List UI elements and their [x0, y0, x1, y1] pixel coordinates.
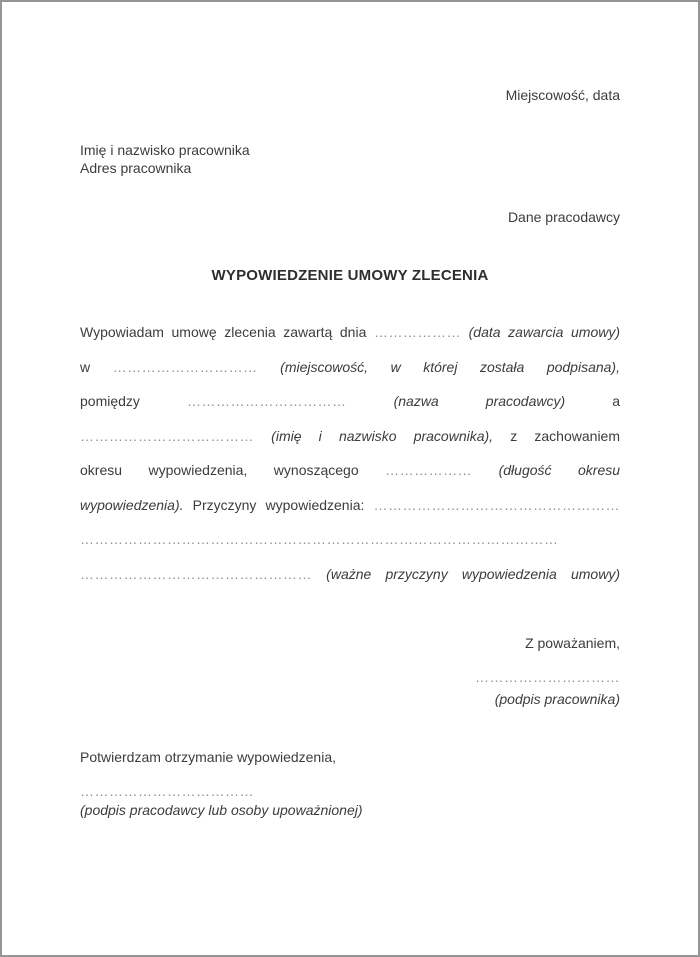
confirmation-statement: Potwierdzam otrzymanie wypowiedzenia,	[80, 749, 336, 765]
form-line-text: z zachowaniem	[510, 427, 620, 444]
fill-in-dots: ………………………………………………………………………………………	[80, 531, 559, 547]
fill-in-dots: ……………………………………………	[373, 496, 620, 513]
document-title: WYPOWIEDZENIE UMOWY ZLECENIA	[211, 267, 489, 284]
form-line	[80, 315, 620, 350]
form-line	[80, 384, 620, 419]
employer-data-label: Dane pracodawcy	[507, 209, 620, 225]
fill-in-dots: ………………………………	[80, 427, 254, 444]
form-line-text: Przyczyny wypowiedzenia:	[192, 496, 365, 513]
employee-address-label: Adres pracownika	[80, 160, 192, 176]
employee-signature-line: …………………………	[475, 669, 620, 685]
form-line-text: a	[612, 393, 620, 409]
form-line-text: (miejscowość, w której została podpisana),	[280, 358, 620, 375]
form-line	[80, 488, 620, 523]
fill-in-dots: ………………	[374, 324, 461, 340]
form-line-text: Wypowiadam umowę zlecenia zawartą dnia	[80, 324, 367, 340]
fill-in-dots: …………………………………………	[80, 565, 312, 582]
form-line-text: (długość okresu	[498, 462, 620, 478]
fill-in-dots: ………………	[385, 462, 473, 478]
form-line	[80, 557, 620, 592]
form-line-text: w	[80, 358, 91, 375]
form-line-text: pomiędzy	[80, 393, 140, 409]
form-line	[80, 522, 620, 557]
form-line-text: (imię i nazwisko pracownika),	[271, 427, 494, 444]
document-body	[80, 315, 620, 591]
employer-signature-caption: (podpis pracodawcy lub osoby upoważnionej)	[80, 802, 363, 818]
fill-in-dots: ……………………………	[187, 393, 347, 409]
form-line-text: (data zawarcia umowy)	[468, 324, 620, 340]
form-line-text: okresu wypowiedzenia, wynoszącego	[80, 462, 359, 478]
form-line-text: wypowiedzenia).	[80, 496, 184, 513]
form-line	[80, 419, 620, 454]
form-line	[80, 350, 620, 385]
closing-salutation: Z poważaniem,	[525, 635, 620, 651]
form-line-text: (nazwa pracodawcy)	[393, 393, 566, 409]
employee-signature-caption: (podpis pracownika)	[494, 691, 620, 707]
place-date-label: Miejscowość, data	[505, 87, 620, 103]
employer-signature-line: ………………………………	[80, 783, 254, 799]
form-line-text: (ważne przyczyny wypowiedzenia umowy)	[326, 565, 620, 582]
form-line	[80, 453, 620, 488]
employee-name-label: Imię i nazwisko pracownika	[80, 142, 250, 158]
employee-address-block	[80, 141, 250, 177]
fill-in-dots: …………………………	[112, 358, 258, 375]
